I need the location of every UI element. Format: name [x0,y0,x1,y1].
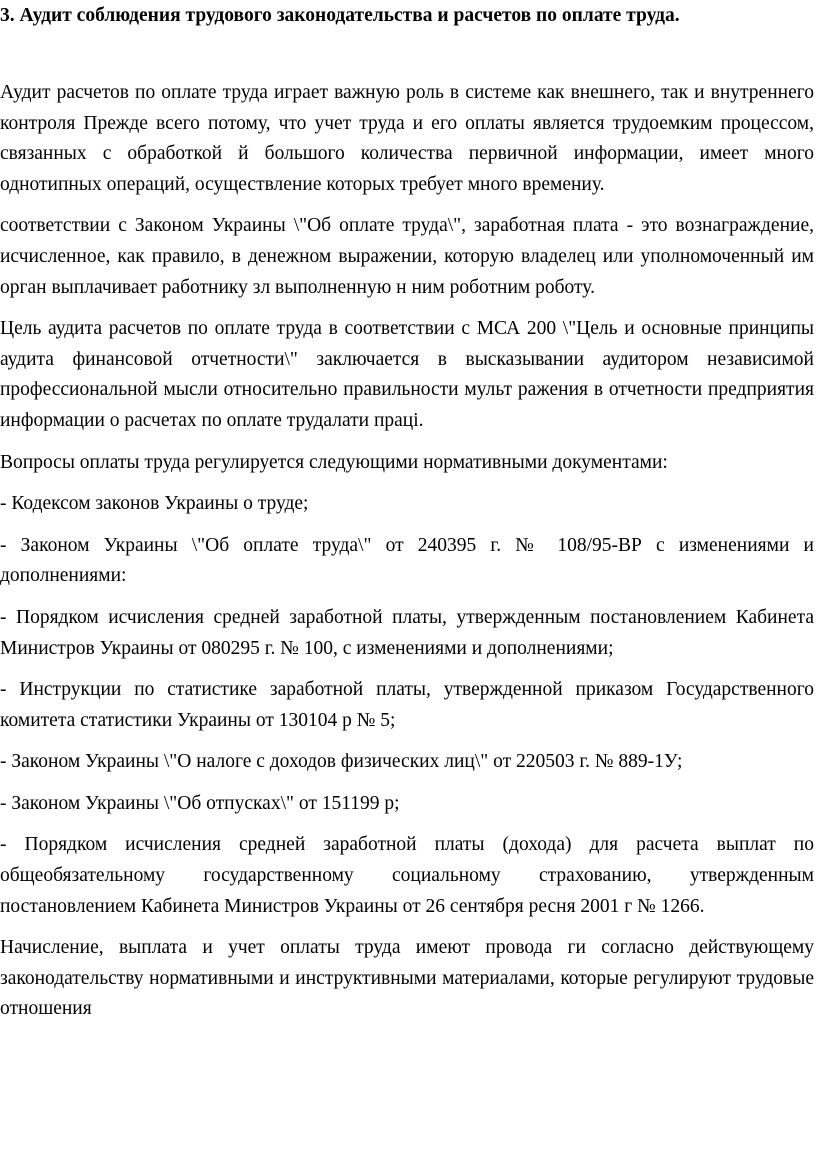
paragraph-salary-definition: соответствии с Законом Украины \"Об оплате труда\", заработная плата - это вознаграждение, исчисленное, как правило, в денежном выражении, которую владелец или уполномоченный им орган выплачивает работнику зл выполненную н ним роботним роботу. [0,215,814,298]
list-item-labor-code: - Кодексом законов Украины о труде; [0,493,309,515]
document-title: 3. Аудит соблюдения трудового законодательства и расчетов по оплате труда. [0,5,680,26]
list-item-social-insurance-procedure: - Порядком исчисления средней заработной платы (дохода) для расчета выплат по общеобязательному государственному социальному страхованию, утвержденным постановлением Кабинета Министров Украины от 26 сентября ресня 2001 г № 1266. [0,834,814,917]
paragraph-intro: Аудит расчетов по оплате труда играет важную роль в системе как внешнего, так и внутреннего контроля Прежде всего потому, что учет труда и его оплаты является трудоемким процессом, связанных с обработкой й большого количества первичной информации, имеет много однотипных операций, осуществление которых требует много времениу. [0,82,814,195]
paragraph-audit-goal: Цель аудита расчетов по оплате труда в соответствии с МСА 200 \"Цель и основные принципы аудита финансовой отчетности\" заключается в высказывании аудитором независимой профессиональной мысли относительно правильности мульт ражения в отчетности предприятия информации о расчетах по оплате трудалати праці. [0,318,814,431]
list-item-statistics-instruction: - Инструкции по статистике заработной платы, утвержденной приказом Государственного комитета статистики Украины от 130104 р № 5; [0,679,814,731]
paragraph-regulations-intro: Вопросы оплаты труда регулируется следующими нормативными документами: [0,451,668,473]
list-item-average-wage-procedure: - Порядком исчисления средней заработной платы, утвержденным постановлением Кабинета Министров Украины от 080295 г. № 100, с изменениями и дополнениями; [0,606,814,659]
list-item-wage-law: - Законом Украины \"Об оплате труда\" от 240395 г. № 108/95-ВР с изменениями и дополнениями: [0,534,814,587]
list-item-vacation-law: - Законом Украины \"Об отпусках\" от 151199 р; [0,792,400,814]
list-item-income-tax-law: - Законом Украины \"О налоге с доходов физических лиц\" от 220503 г. № 889-1У; [0,751,683,773]
paragraph-conclusion: Начисление, выплата и учет оплаты труда имеют провода ги согласно действующему законодательству нормативными и инструктивными материалами, которые регулируют трудовые отношения [0,937,814,1020]
